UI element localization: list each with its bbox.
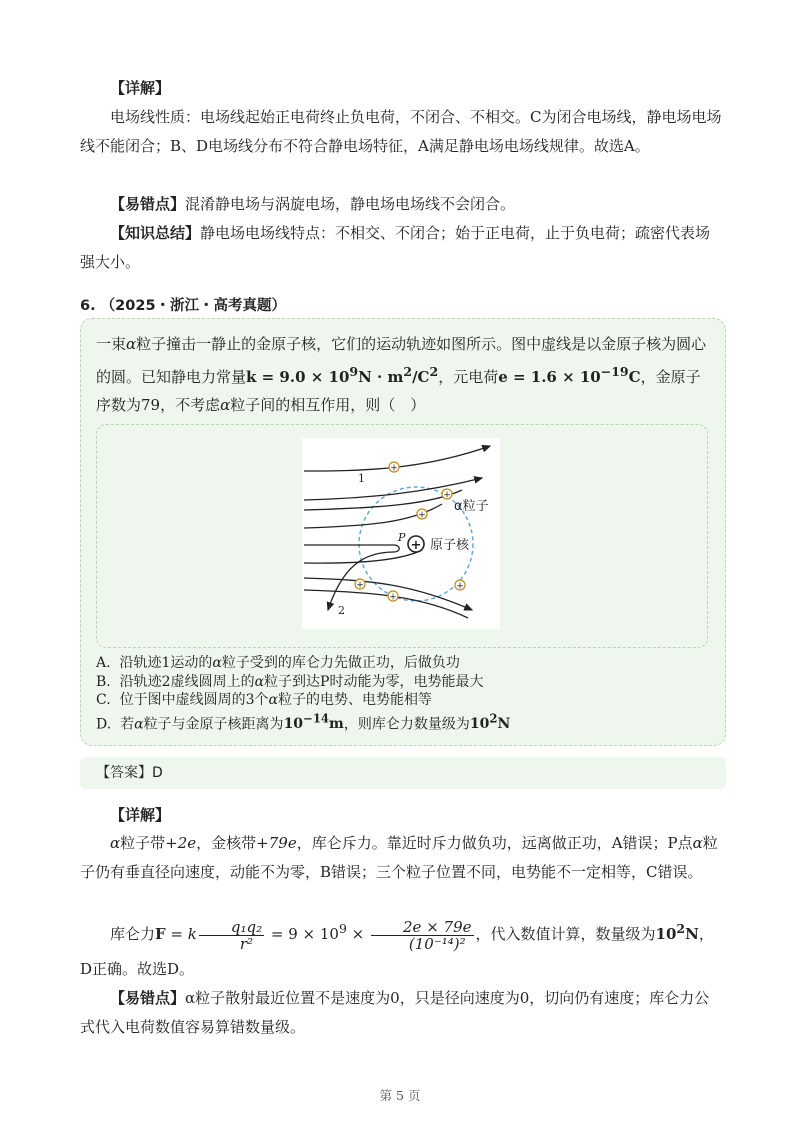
answer-bar [80,757,726,789]
label-alpha-particle: α粒子 [454,499,489,514]
svg-text:+: + [443,490,451,501]
alpha-particle [455,580,465,592]
detail-paragraph-1: α粒子带+2e，金核带+79e，库仑斥力。靠近时斥力做负功，远离做正功，A错误；P点α粒子仍有垂直径向速度，动能不为零，B错误；三个粒子位置不同，电势能不一定相等，C错误。 [80,834,718,881]
detail-tag: 【详解】 [110,806,171,824]
alpha-particle [355,579,365,591]
prev-detail-tag: 【详解】 [110,79,171,97]
fraction-values: $\frac{2e \times 79e}{\text{(10⁻¹⁴)²}}$ [371,919,474,952]
prev-error-text: 混淆静电场与涡旋电场，静电场电场线不会闭合。 [185,195,516,213]
k-constant: $k = 9.0 \times 10^9N \cdot m^2/C^2$ [246,364,439,386]
e-constant: $e = 1.6 \times 10^{-19}C$ [498,364,641,386]
question-source: （2025・浙江・高考真题） [100,298,287,314]
alpha-particle [389,462,399,474]
option-a: A. 沿轨迹1运动的α粒子受到的库仑力先做正功，后做负功 [96,655,460,671]
alpha-particle [417,509,427,521]
detail-tag-line [80,801,724,830]
svg-text:+: + [410,538,422,553]
svg-text:+: + [390,463,398,474]
gold-nucleus [408,536,424,553]
answer-tag: 【答案】 [96,765,152,781]
scattering-diagram [302,438,500,629]
answer-value: D [152,765,163,781]
page-footer: 第 5 页 [379,1088,421,1103]
detail-error-line [80,984,724,1042]
prev-detail-text: 电场线性质：电场线起始正电荷终止负电荷，不闭合、不相交。C为闭合电场线，静电场电场线不能闭合；B、D电场线分布不符合静电场特征，A满足静电场电场线规律。故选A。 [80,108,722,155]
options-list [96,654,714,734]
alpha-particle [442,489,452,501]
trajectory-b [304,490,462,510]
label-P: P [398,531,406,544]
option-c: C. 位于图中虚线圆周的3个α粒子的电势、电势能相等 [96,692,432,708]
trajectory-f [304,590,468,618]
question-number: 6. [80,298,96,314]
svg-text:+: + [356,580,364,591]
scattering-figure [302,438,500,629]
detail-error-text: α粒子散射最近位置不是速度为0，只是径向速度为0，切向仍有速度；库仑力公式代入电荷数值容易算错数量级。 [80,989,710,1036]
prev-summary-text: 静电场电场线特点：不相交、不闭合；始于正电荷，止于负电荷；疏密代表场强大小。 [80,224,711,271]
svg-text:+: + [456,581,464,592]
label-1: 1 [358,472,365,485]
option-d: D. 若α粒子与金原子核距离为$10^{-14}m$，则库仑力数量级为$10^2N$ [96,711,511,733]
trajectory-a [304,478,482,500]
svg-text:+: + [389,592,397,603]
question-text: 一束α粒子撞击一静止的金原子核，它们的运动轨迹如图所示。图中虚线是以金原子核为圆心的圆。已知静电力常量$k = 9.0 \times 10^9N \cdot m^2/C^2$，元电荷$e = 1.6 \times 10^{-19}C$，金原子序数为79，不考虑α粒子间的相互作用，则（ ） [96,335,707,414]
alpha-particle [388,591,398,603]
trajectory-2 [304,545,399,610]
label-nucleus: 原子核 [430,538,470,553]
prev-error-tag: 【易错点】 [110,195,186,213]
detail-paragraph-2: 库仑力F = k $\frac{\text{q₁q₂}}{\text{r²}}$ = $9 \times 10^9$ × $\frac{2e \times 79e}{\text{(10⁻¹⁴)²}}$ ，代入数值计算，数量级为$10^2N$，D正确。故选D。 [80,917,714,978]
question-header [80,294,286,315]
prev-error-line [80,190,724,219]
svg-text:+: + [418,510,426,521]
fraction-coulomb: $\frac{\text{q₁q₂}}{\text{r²}}$ [199,919,264,952]
option-b: B. 沿轨迹2虚线圆周上的α粒子到达P时动能为零，电势能最大 [96,673,484,690]
prev-summary-line [80,219,724,277]
prev-summary-tag: 【知识总结】 [110,224,201,242]
detail-error-tag: 【易错点】 [110,989,186,1007]
trajectory-d [304,550,422,563]
label-2: 2 [338,604,345,617]
